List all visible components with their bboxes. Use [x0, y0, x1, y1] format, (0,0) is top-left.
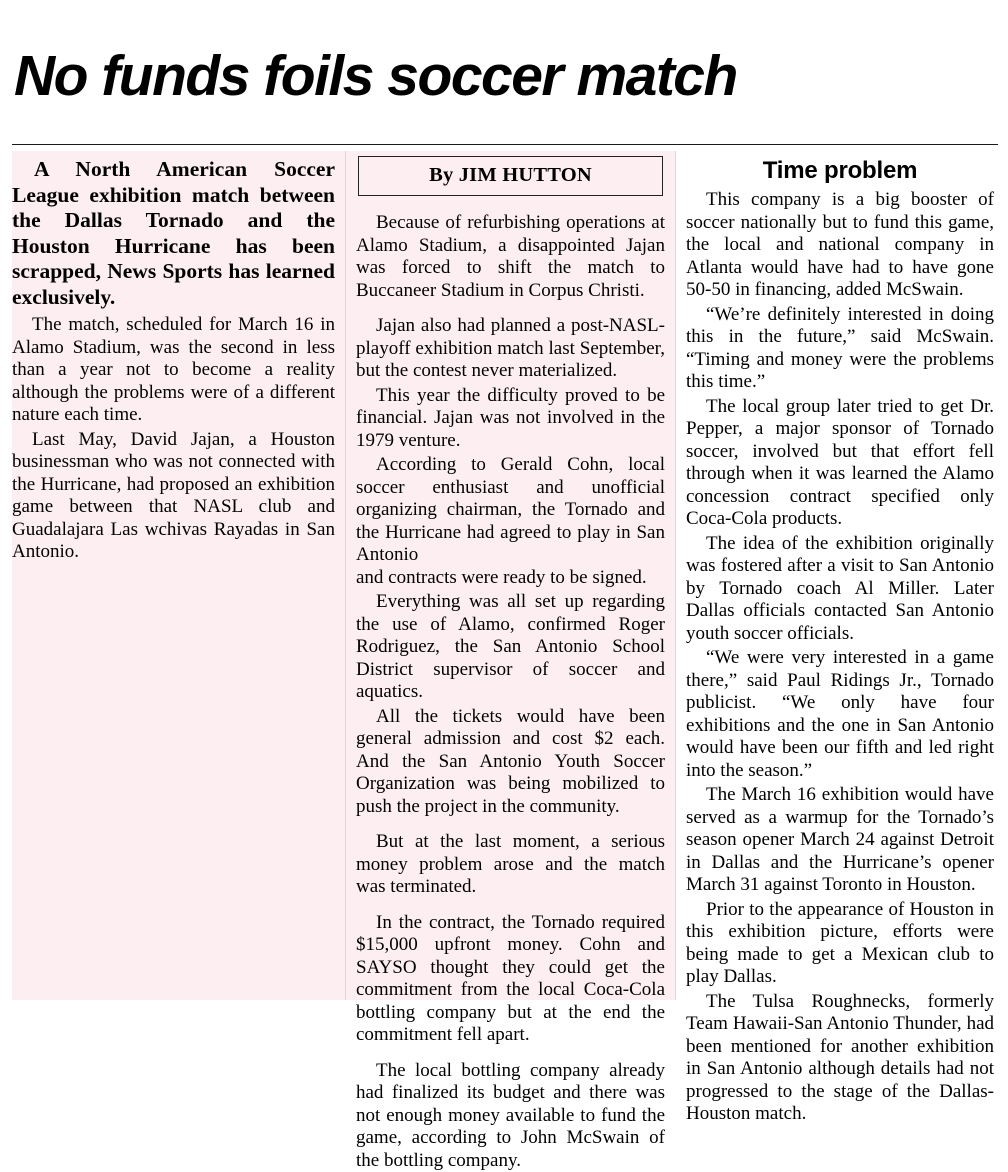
article-column-3	[676, 151, 994, 1125]
paragraph-continued: and contracts were ready to be signed.	[356, 566, 647, 588]
paragraph: This company is a big booster of soccer nationally but to fund this game, the local and national company in Atlanta would have had to have gone 50-50 in financing, added McSwain.	[686, 189, 994, 301]
paragraph: The Tulsa Roughnecks, formerly Team Hawaii-San Antonio Thunder, had been mentioned for another exhibition in San Antonio although details had not progressed to the stage of the Dallas-Houston match.	[686, 990, 994, 1125]
paragraph: Jajan also had planned a post-NASL-playoff exhibition match last September, but the contest never materialized.	[356, 315, 665, 382]
byline: By JIM HUTTON	[429, 164, 592, 187]
byline-box	[358, 156, 663, 196]
paragraph: “We’re definitely interested in doing this in the future,” said McSwain. “Timing and money were the problems this time.”	[686, 303, 994, 393]
paragraph: Because of refurbishing operations at Alamo Stadium, a disappointed Jajan was forced to shift the match to Buccaneer Stadium in Corpus Christi.	[356, 212, 665, 301]
page-title: No funds foils soccer match	[14, 44, 737, 109]
paragraph: The local bottling company already had finalized its budget and there was not enough money available to fund the game, according to John McSwain of the bottling company.	[356, 1059, 665, 1171]
paragraph: This year the difficulty proved to be financial. Jajan was not involved in the 1979 venture.	[356, 384, 665, 451]
paragraph: But at the last moment, a serious money problem arose and the match was terminated.	[356, 831, 665, 898]
paragraph: The match, scheduled for March 16 in Alamo Stadium, was the second in less than a year not to become a reality although the problems were of a different nature each time.	[12, 314, 335, 426]
paragraph: In the contract, the Tornado required $15,000 upfront money. Cohn and SAYSO thought they could get the commitment from the local Coca-Cola bottling company but at the end the commitment fell apart.	[356, 911, 665, 1046]
paragraph: Everything was all set up regarding the use of Alamo, confirmed Roger Rodriguez, the San Antonio School District supervisor of soccer and aquatics.	[356, 591, 665, 703]
paragraph: Last May, David Jajan, a Houston businessman who was not connected with the Hurricane, had proposed an exhibition game between that NASL club and Guadalajara Las wchivas Rayadas in San Antonio.	[12, 428, 335, 563]
paragraph: According to Gerald Cohn, local soccer enthusiast and unofficial organizing chairman, the Tornado and the Hurricane had agreed to play in San Antonio	[356, 454, 665, 566]
paragraph: The local group later tried to get Dr. Pepper, a major sponsor of Tornado soccer, involved but that effort fell through when it was learned the Alamo concession contract specified only Coca-Cola products.	[686, 395, 994, 530]
article-column-1	[12, 151, 346, 1000]
paragraph: “We were very interested in a game there,” said Paul Ridings Jr., Tornado publicist. “We only have four exhibitions and the one in San Antonio would have been our fifth and led right into the season.”	[686, 647, 994, 781]
newspaper-page	[0, 38, 1008, 1171]
article-columns	[0, 145, 1008, 1171]
paragraph: All the tickets would have been general admission and cost $2 each. And the San Antonio Youth Soccer Organization was being mobilized to push the project in the community.	[356, 705, 665, 817]
paragraph: The March 16 exhibition would have served as a warmup for the Tornado’s season opener March 24 against Detroit in Dallas and the Hurricane’s opener March 31 against Toronto in Houston.	[686, 784, 994, 896]
paragraph: The idea of the exhibition originally was fostered after a visit to San Antonio by Tornado coach Al Miller. Later Dallas officials contacted San Antonio youth soccer officials.	[686, 532, 994, 644]
article-column-2	[346, 151, 676, 1171]
section-subhead: Time problem	[762, 157, 918, 185]
lead-paragraph: A North American Soccer League exhibition match between the Dallas Tornado and the Houston Hurricane has been scrapped, News Sports has learned exclusively.	[12, 157, 335, 309]
paragraph: Prior to the appearance of Houston in this exhibition picture, efforts were being made to get a Mexican club to play Dallas.	[686, 898, 994, 988]
